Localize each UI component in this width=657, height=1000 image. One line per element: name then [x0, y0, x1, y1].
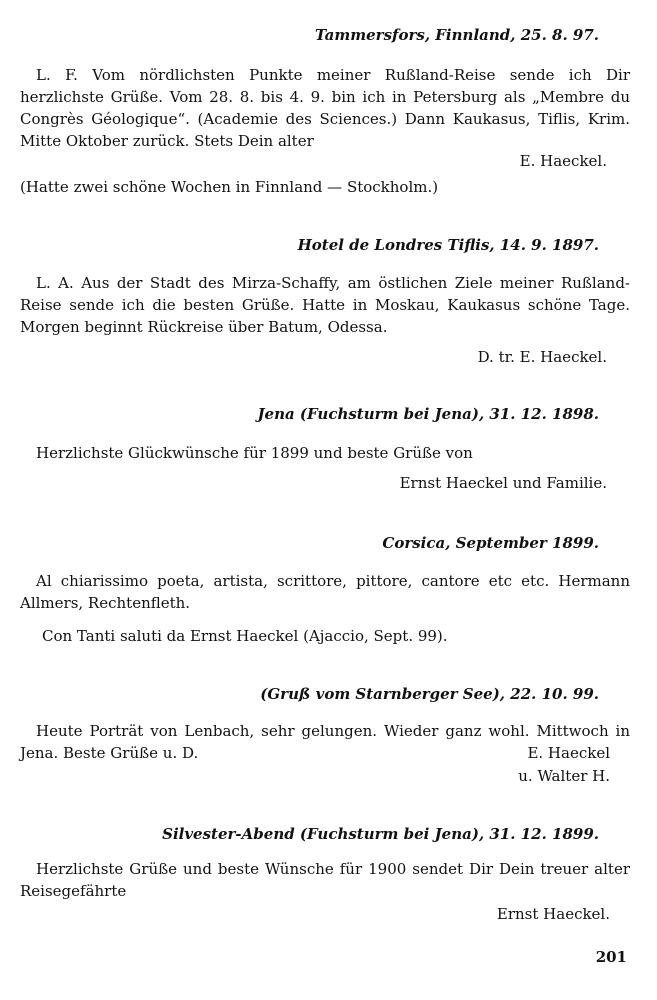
entry-heading: Tammersfors, Finnland, 25. 8. 97.	[314, 26, 599, 44]
entry-heading: Silvester-Abend (Fuchsturm bei Jena), 31. 12. 1899.	[162, 825, 599, 843]
entry-heading: Hotel de Londres Tiflis, 14. 9. 1897.	[297, 236, 599, 254]
entry-body: L. A. Aus der Stadt des Mirza-Schaffy, am östlichen Ziele meiner Rußland-Reise sende ich die besten Grüße. Hatte in Moskau, Kaukasus schöne Tage. Morgen beginnt Rückreise über Batum, Odessa.	[20, 274, 630, 336]
entry-body: Herzlichste Grüße und beste Wünsche für 1900 sendet Dir Dein treuer alter Reisegefährte	[20, 860, 630, 900]
entry-heading: Corsica, September 1899.	[382, 534, 599, 552]
entry-signature: Ernst Haeckel und Familie.	[399, 474, 607, 492]
entry-signature-secondary: u. Walter H.	[518, 767, 610, 785]
entry-heading: Jena (Fuchsturm bei Jena), 31. 12. 1898.	[257, 405, 599, 423]
entry-signature: D. tr. E. Haeckel.	[477, 348, 607, 366]
entry-body: L. F. Vom nördlichsten Punkte meiner Rußland-Reise sende ich Dir herzlichste Grüße. Vom 28. 8. bis 4. 9. bin ich in Petersburg als „Membre du Congrès Géologique“. (Academie des Sciences.) Dann Kaukasus, Tiflis, Krim. Mitte Oktober zurück. Stets Dein alter	[20, 66, 630, 150]
entry-postscript: (Hatte zwei schöne Wochen in Finnland — Stockholm.)	[20, 178, 439, 196]
entry-signature: E. Haeckel.	[519, 152, 607, 170]
entry-heading: (Gruß vom Starnberger See), 22. 10. 99.	[260, 685, 599, 703]
entry-body: Al chiarissimo poeta, artista, scrittore, pittore, cantore etc etc. Hermann Allmers, Rechtenfleth.	[20, 572, 630, 612]
entry-body: Herzlichste Glückwünsche für 1899 und beste Grüße von	[36, 444, 473, 462]
entry-body: Heute Porträt von Lenbach, sehr gelungen. Wieder ganz wohl. Mittwoch in Jena. Beste Grüße u. D.	[20, 722, 630, 762]
page-number: 201	[595, 948, 627, 966]
entry-signature: Ernst Haeckel.	[496, 905, 610, 923]
entry-body-secondary: Con Tanti saluti da Ernst Haeckel (Ajaccio, Sept. 99).	[42, 627, 448, 645]
entry-signature: E. Haeckel	[527, 744, 610, 762]
